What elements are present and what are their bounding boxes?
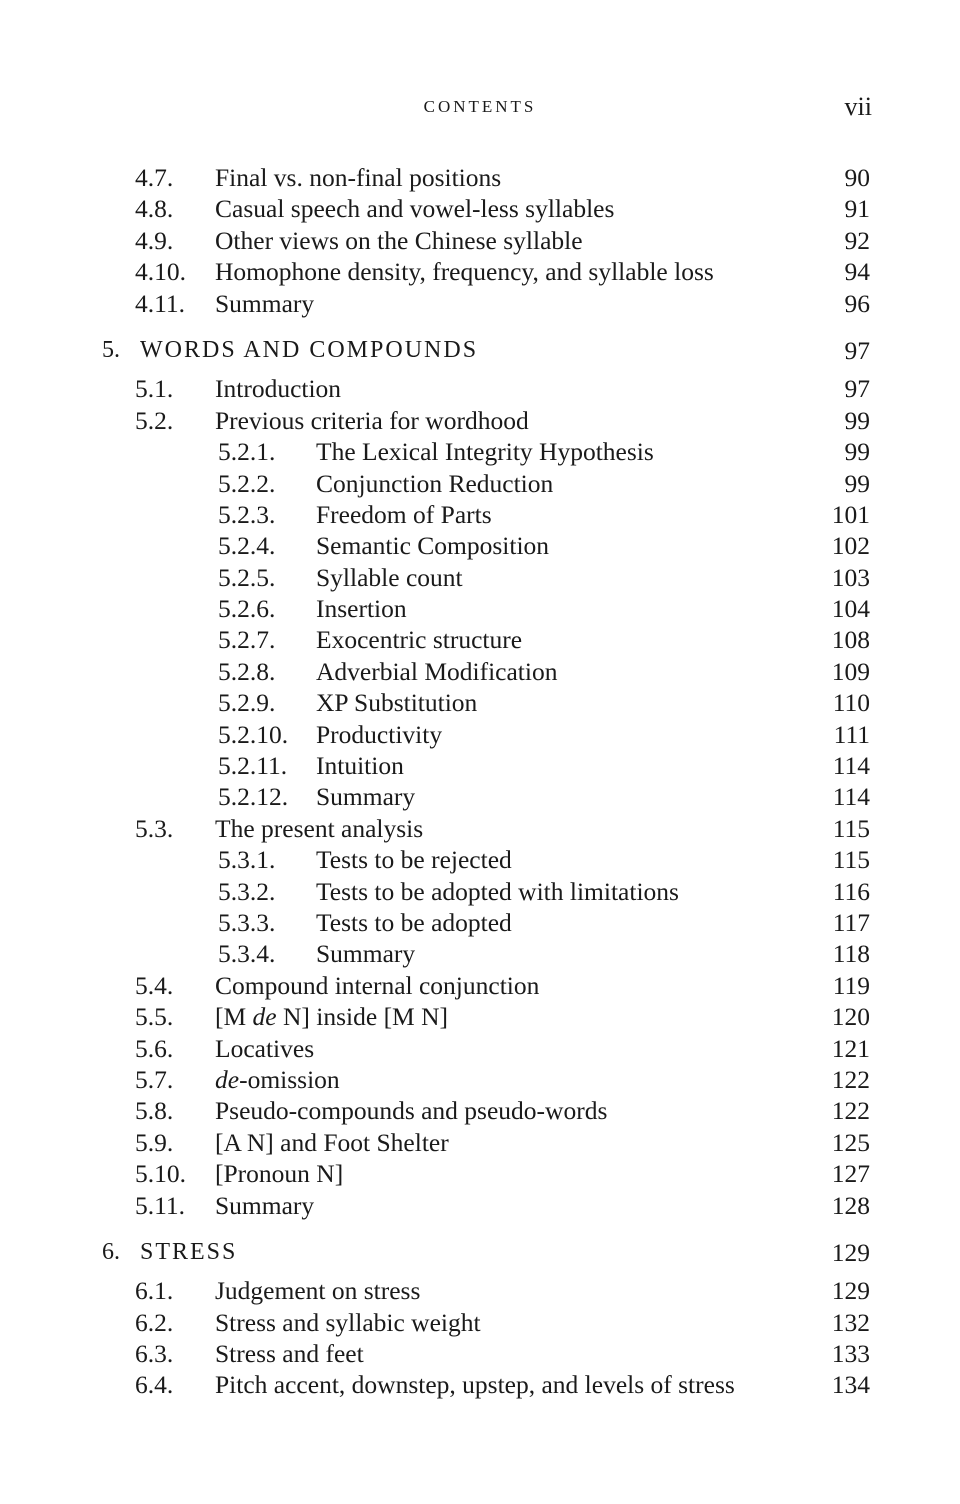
chapter-title: WORDS AND COMPOUNDS	[140, 336, 479, 363]
entry-page: 99	[844, 405, 870, 435]
entry-title: Pseudo-compounds and pseudo-words	[215, 1096, 608, 1126]
entry-page: 108	[831, 625, 870, 655]
entry-page: 134	[831, 1370, 870, 1400]
running-head	[0, 92, 960, 124]
entry-page: 129	[831, 1276, 870, 1306]
toc-entry[interactable]	[0, 256, 960, 287]
toc-entry[interactable]	[0, 162, 960, 193]
entry-page: 99	[844, 437, 870, 467]
toc-entry[interactable]	[0, 1127, 960, 1158]
entry-number: 4.11.	[135, 288, 186, 318]
chapter-title: STRESS	[140, 1238, 238, 1265]
entry-title: Insertion	[316, 594, 407, 624]
entry-title: The Lexical Integrity Hypothesis	[316, 437, 654, 467]
entry-title: Tests to be adopted with limitations	[316, 876, 679, 906]
page-number: vii	[844, 92, 872, 121]
entry-page: 115	[832, 813, 870, 843]
toc-subentry[interactable]	[0, 656, 960, 687]
entry-title: Summary	[316, 782, 416, 812]
entry-page: 128	[831, 1190, 870, 1220]
entry-number: 5.3.4.	[218, 939, 276, 969]
entry-title: Homophone density, frequency, and syllable loss	[215, 257, 714, 287]
entry-number: 4.9.	[135, 225, 174, 255]
entry-number: 5.2.6.	[218, 594, 276, 624]
entry-page: 90	[844, 163, 870, 192]
entry-page: 115	[832, 845, 870, 875]
entry-number: 6.2.	[135, 1307, 174, 1337]
entry-title: Judgement on stress	[215, 1276, 421, 1306]
toc-entry[interactable]	[0, 1095, 960, 1126]
toc-entry[interactable]	[0, 1033, 960, 1064]
toc-entry[interactable]	[0, 813, 960, 844]
entry-number: 5.2.2.	[218, 468, 276, 498]
toc-subentry[interactable]	[0, 593, 960, 624]
entry-number: 5.2.3.	[218, 499, 276, 529]
entry-number: 5.2.12.	[218, 782, 289, 812]
entry-page: 91	[844, 194, 870, 224]
entry-title: Adverbial Modification	[316, 656, 558, 686]
entry-title: Locatives	[215, 1033, 315, 1063]
entry-page: 92	[844, 225, 870, 255]
toc-entry[interactable]	[0, 1190, 960, 1221]
entry-page: 133	[831, 1339, 870, 1369]
toc-subentry[interactable]	[0, 499, 960, 530]
entry-number: 5.3.2.	[218, 876, 276, 906]
entry-number: 5.5.	[135, 1002, 174, 1032]
entry-page: 118	[832, 939, 870, 969]
toc-subentry[interactable]	[0, 624, 960, 655]
toc-entry[interactable]	[0, 1001, 960, 1032]
entry-page: 109	[831, 656, 870, 686]
entry-title: XP Substitution	[316, 688, 478, 718]
running-title: CONTENTS	[423, 97, 537, 116]
entry-title: Tests to be adopted	[316, 907, 512, 937]
entry-number: 5.8.	[135, 1096, 174, 1126]
entry-title: Compound internal conjunction	[215, 970, 540, 1000]
entry-page: 97	[844, 374, 870, 404]
entry-page: 101	[831, 499, 870, 529]
toc-subentry[interactable]	[0, 844, 960, 875]
toc-entry[interactable]	[0, 1064, 960, 1095]
chapter-page: 97	[844, 335, 870, 365]
entry-title: Summary	[215, 1190, 315, 1220]
entry-number: 5.2.7.	[218, 625, 276, 655]
entry-page: 122	[831, 1096, 870, 1126]
entry-page: 102	[831, 531, 870, 561]
toc-subentry[interactable]	[0, 687, 960, 718]
toc-subentry[interactable]	[0, 719, 960, 750]
entry-number: 6.1.	[135, 1276, 174, 1306]
entry-number: 5.2.	[135, 405, 174, 435]
toc-entry[interactable]	[0, 1338, 960, 1369]
entry-page: 94	[844, 257, 870, 287]
entry-title: Stress and syllabic weight	[215, 1307, 481, 1337]
entry-number: 5.11.	[135, 1190, 186, 1220]
entry-title: [Pronoun N]	[215, 1159, 344, 1189]
entry-title: Semantic Composition	[316, 531, 550, 561]
entry-title: The present analysis	[215, 813, 424, 843]
table-of-contents	[0, 162, 960, 1401]
toc-subentry[interactable]	[0, 468, 960, 499]
entry-number: 5.2.11.	[218, 751, 288, 781]
entry-number: 5.2.1.	[218, 437, 276, 467]
entry-page: 114	[832, 782, 870, 812]
toc-entry[interactable]	[0, 970, 960, 1001]
toc-subentry[interactable]	[0, 750, 960, 781]
entry-number: 4.10.	[135, 257, 186, 287]
entry-title: Introduction	[215, 374, 342, 404]
entry-page: 96	[844, 288, 870, 318]
toc-entry[interactable]	[0, 1158, 960, 1189]
entry-number: 5.3.3.	[218, 907, 276, 937]
entry-number: 6.4.	[135, 1370, 174, 1400]
entry-page: 132	[831, 1307, 870, 1337]
entry-page: 110	[832, 688, 870, 718]
entry-page: 114	[832, 751, 870, 781]
toc-subentry[interactable]	[0, 530, 960, 561]
entry-number: 5.6.	[135, 1033, 174, 1063]
entry-number: 6.3.	[135, 1339, 174, 1369]
entry-number: 5.2.9.	[218, 688, 276, 718]
chapter-heading[interactable]	[0, 335, 960, 366]
entry-title: [M de N] inside [M N]	[215, 1002, 449, 1032]
entry-title: Intuition	[316, 751, 404, 781]
entry-number: 5.7.	[135, 1064, 174, 1094]
entry-title: Summary	[316, 939, 416, 969]
entry-title: Conjunction Reduction	[316, 468, 554, 498]
entry-title: de-omission	[215, 1064, 340, 1094]
toc-subentry[interactable]	[0, 938, 960, 969]
toc-entry[interactable]	[0, 405, 960, 436]
entry-title: Syllable count	[316, 562, 463, 592]
entry-number: 5.2.4.	[218, 531, 276, 561]
entry-title: Final vs. non-final positions	[215, 163, 502, 192]
entry-number: 5.3.	[135, 813, 174, 843]
entry-page: 103	[831, 562, 870, 592]
entry-page: 121	[831, 1033, 870, 1063]
entry-title: Exocentric structure	[316, 625, 523, 655]
entry-number: 5.3.1.	[218, 845, 276, 875]
toc-subentry[interactable]	[0, 781, 960, 812]
entry-title: Summary	[215, 288, 315, 318]
chapter-number: 6.	[102, 1238, 120, 1265]
entry-page: 104	[831, 594, 870, 624]
entry-page: 111	[833, 719, 870, 749]
entry-number: 5.9.	[135, 1127, 174, 1157]
chapter-heading[interactable]	[0, 1237, 960, 1268]
toc-entry[interactable]	[0, 193, 960, 224]
toc-subentry[interactable]	[0, 436, 960, 467]
entry-page: 122	[831, 1064, 870, 1094]
entry-number: 5.10.	[135, 1159, 186, 1189]
entry-title: Tests to be rejected	[316, 845, 512, 875]
entry-page: 119	[832, 970, 870, 1000]
entry-number: 5.4.	[135, 970, 174, 1000]
entry-number: 4.8.	[135, 194, 174, 224]
entry-title: Pitch accent, downstep, upstep, and levels of stress	[215, 1370, 735, 1400]
entry-page: 99	[844, 468, 870, 498]
entry-page: 117	[832, 907, 870, 937]
entry-title: Previous criteria for wordhood	[215, 405, 529, 435]
toc-entry[interactable]	[0, 1369, 960, 1400]
entry-title: Stress and feet	[215, 1339, 364, 1369]
toc-entry[interactable]	[0, 373, 960, 404]
entry-title: [A N] and Foot Shelter	[215, 1127, 449, 1157]
entry-page: 120	[831, 1002, 870, 1032]
toc-entry[interactable]	[0, 288, 960, 319]
entry-title: Casual speech and vowel-less syllables	[215, 194, 615, 224]
chapter-number: 5.	[102, 336, 120, 363]
entry-title: Productivity	[316, 719, 443, 749]
toc-subentry[interactable]	[0, 876, 960, 907]
entry-number: 5.1.	[135, 374, 174, 404]
entry-page: 127	[831, 1159, 870, 1189]
toc-subentry[interactable]	[0, 907, 960, 938]
entry-number: 5.2.10.	[218, 719, 289, 749]
toc-entry[interactable]	[0, 1307, 960, 1338]
entry-number: 5.2.8.	[218, 656, 276, 686]
entry-number: 5.2.5.	[218, 562, 276, 592]
entry-page: 125	[831, 1127, 870, 1157]
entry-title: Freedom of Parts	[316, 499, 492, 529]
chapter-page: 129	[831, 1237, 870, 1267]
entry-page: 116	[832, 876, 870, 906]
toc-subentry[interactable]	[0, 562, 960, 593]
entry-number: 4.7.	[135, 163, 174, 192]
toc-entry[interactable]	[0, 1275, 960, 1306]
entry-title: Other views on the Chinese syllable	[215, 225, 583, 255]
toc-entry[interactable]	[0, 225, 960, 256]
